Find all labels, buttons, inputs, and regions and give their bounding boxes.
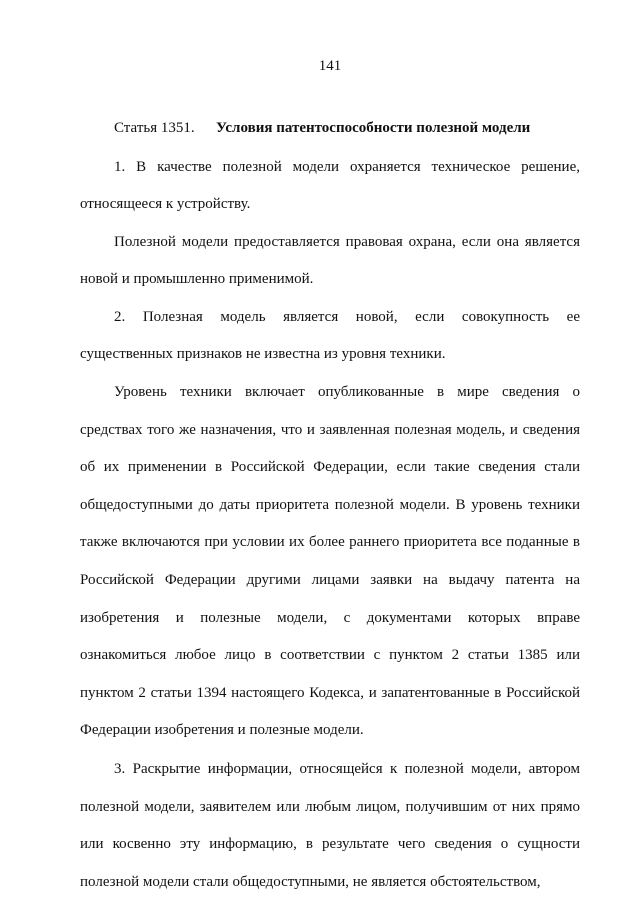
article-number: Статья 1351. — [114, 120, 195, 136]
article-body — [80, 149, 580, 901]
paragraph: 3. Раскрытие информации, относящейся к полезной модели, автором полезной модели, заявителем или любым лицом, получившим от них прямо или косвенно эту информацию, в результате чего сведения о сущности полезной модели стали общедоступными, не является обстоятельством, — [80, 760, 580, 890]
article-heading — [114, 120, 530, 137]
document-page — [80, 0, 580, 900]
paragraph: 1. В качестве полезной модели охраняется техническое решение, относящееся к устройству. — [80, 159, 580, 212]
paragraph: Полезной модели предоставляется правовая охрана, если она является новой и промышленно применимой. — [80, 234, 580, 287]
paragraph: Уровень техники включает опубликованные в мире сведения о средствах того же назначения, что и заявленная полезная модель, и сведения об их применении в Российской Федерации, если такие сведения стали общедоступными до даты приоритета полезной модели. В уровень техники также включаются при условии их более раннего приоритета все поданные в Российской Федерации другими лицами заявки на выдачу патента на изобретения и полезные модели, с документами которых вправе ознакомиться любое лицо в соответствии с пунктом 2 статьи 1385 или пунктом 2 статьи 1394 настоящего Кодекса, и запатентованные в Российской Федерации изобретения и полезные модели. — [80, 384, 580, 739]
paragraph: 2. Полезная модель является новой, если совокупность ее существенных признаков не известна из уровня техники. — [80, 309, 580, 362]
page-number: 141 — [318, 58, 342, 74]
article-title: Условия патентоспособности полезной модели — [216, 120, 531, 136]
